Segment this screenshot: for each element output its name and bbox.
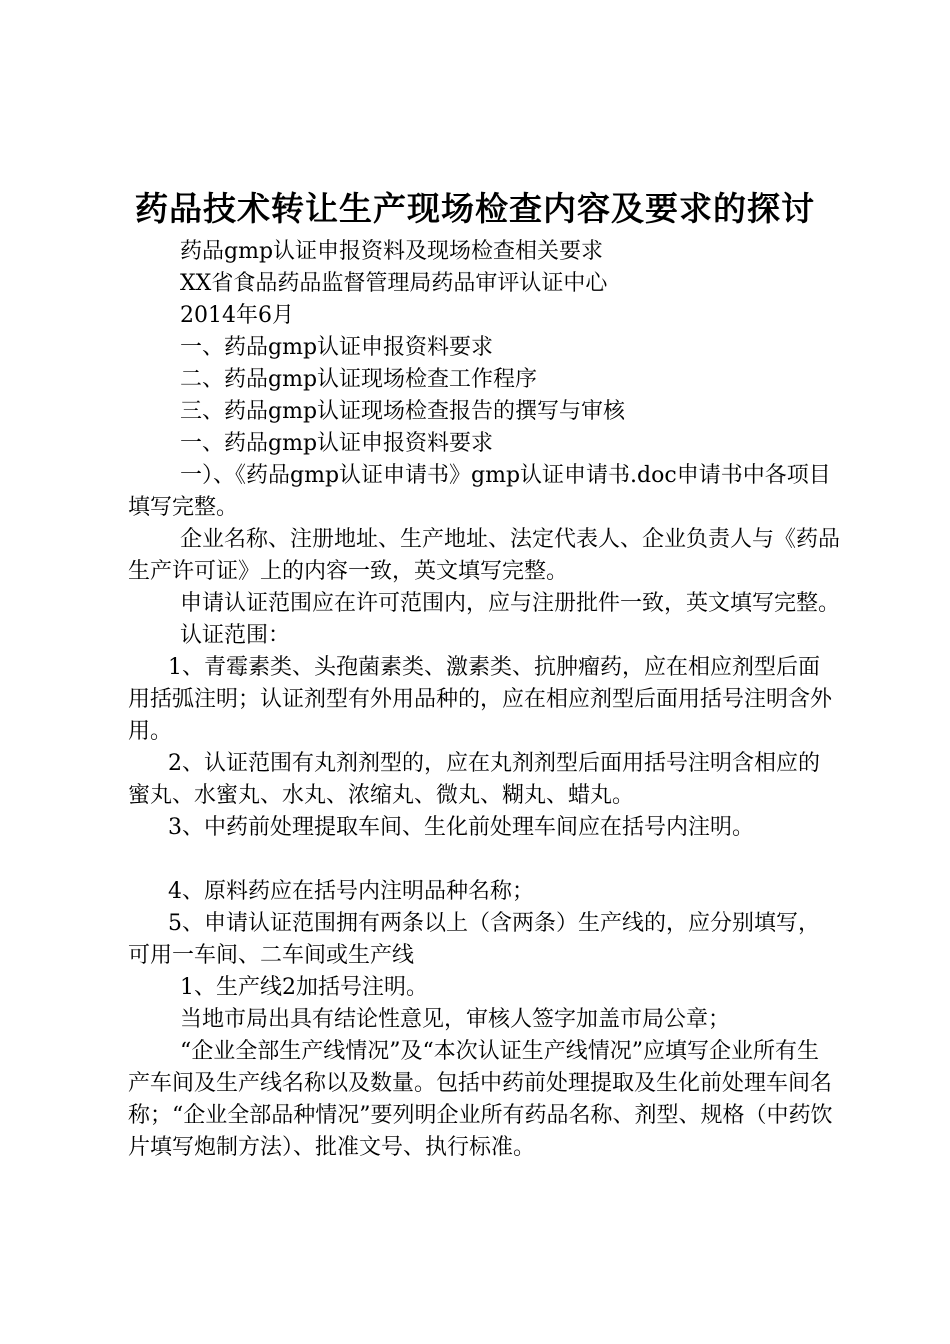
paragraph-outline-2: 二、药品gmp认证现场检查工作程序 [180, 367, 538, 392]
paragraph-scope-requirement: 申请认证范围应在许可范围内，应与注册批件一致，英文填写完整。 [180, 591, 841, 616]
section-heading-1: 一、药品gmp认证申报资料要求 [180, 431, 494, 456]
list-item-5: 5、申请认证范围拥有两条以上（含两条）生产线的，应分别填写，可用一车间、二车间或生产线 [128, 911, 820, 968]
paragraph-issuer: XX省食品药品监督管理局药品审评认证中心 [180, 271, 608, 296]
paragraph-application-form: 一）、《药品gmp认证申请书》gmp认证申请书.doc申请书中各项目填写完整。 [128, 463, 831, 520]
list-item-production-line: 1、生产线2加括号注明。 [180, 975, 428, 1000]
paragraph-date: 2014年6月 [180, 303, 294, 328]
paragraph-outline-3: 三、药品gmp认证现场检查报告的撰写与审核 [180, 399, 626, 424]
paragraph-production-lines: “企业全部生产线情况”及“本次认证生产线情况”应填写企业所有生产车间及生产线名称以及数量。包括中药前处理提取及生化前处理车间名称；“企业全部品种情况”要列明企业所有药品名称、剂型、规格（中药饮片填写炮制方法）、批准文号、执行标准。 [128, 1039, 833, 1160]
document-title: 药品技术转让生产现场检查内容及要求的探讨 [135, 189, 815, 228]
blank-line [128, 844, 840, 876]
list-item-4: 4、原料药应在括号内注明品种名称； [168, 879, 534, 904]
paragraph-outline-1: 一、药品gmp认证申报资料要求 [180, 335, 494, 360]
list-item-1: 1、青霉素类、头孢菌素类、激素类、抗肿瘤药，应在相应剂型后面用括弧注明；认证剂型有外用品种的，应在相应剂型后面用括号注明含外用。 [128, 655, 833, 744]
paragraph-local-opinion: 当地市局出具有结论性意见，审核人签字加盖市局公章； [180, 1007, 731, 1032]
paragraph-scope-label: 认证范围： [180, 623, 291, 648]
list-item-2: 2、认证范围有丸剂剂型的，应在丸剂剂型后面用括号注明含相应的蜜丸、水蜜丸、水丸、浓缩丸、微丸、糊丸、蜡丸。 [128, 751, 820, 808]
list-item-3: 3、中药前处理提取车间、生化前处理车间应在括号内注明。 [168, 815, 754, 840]
document-body [128, 236, 840, 1164]
paragraph-company-info: 企业名称、注册地址、生产地址、法定代表人、企业负责人与《药品生产许可证》上的内容一致，英文填写完整。 [128, 527, 841, 584]
paragraph-subtitle: 药品gmp认证申报资料及现场检查相关要求 [180, 239, 604, 264]
